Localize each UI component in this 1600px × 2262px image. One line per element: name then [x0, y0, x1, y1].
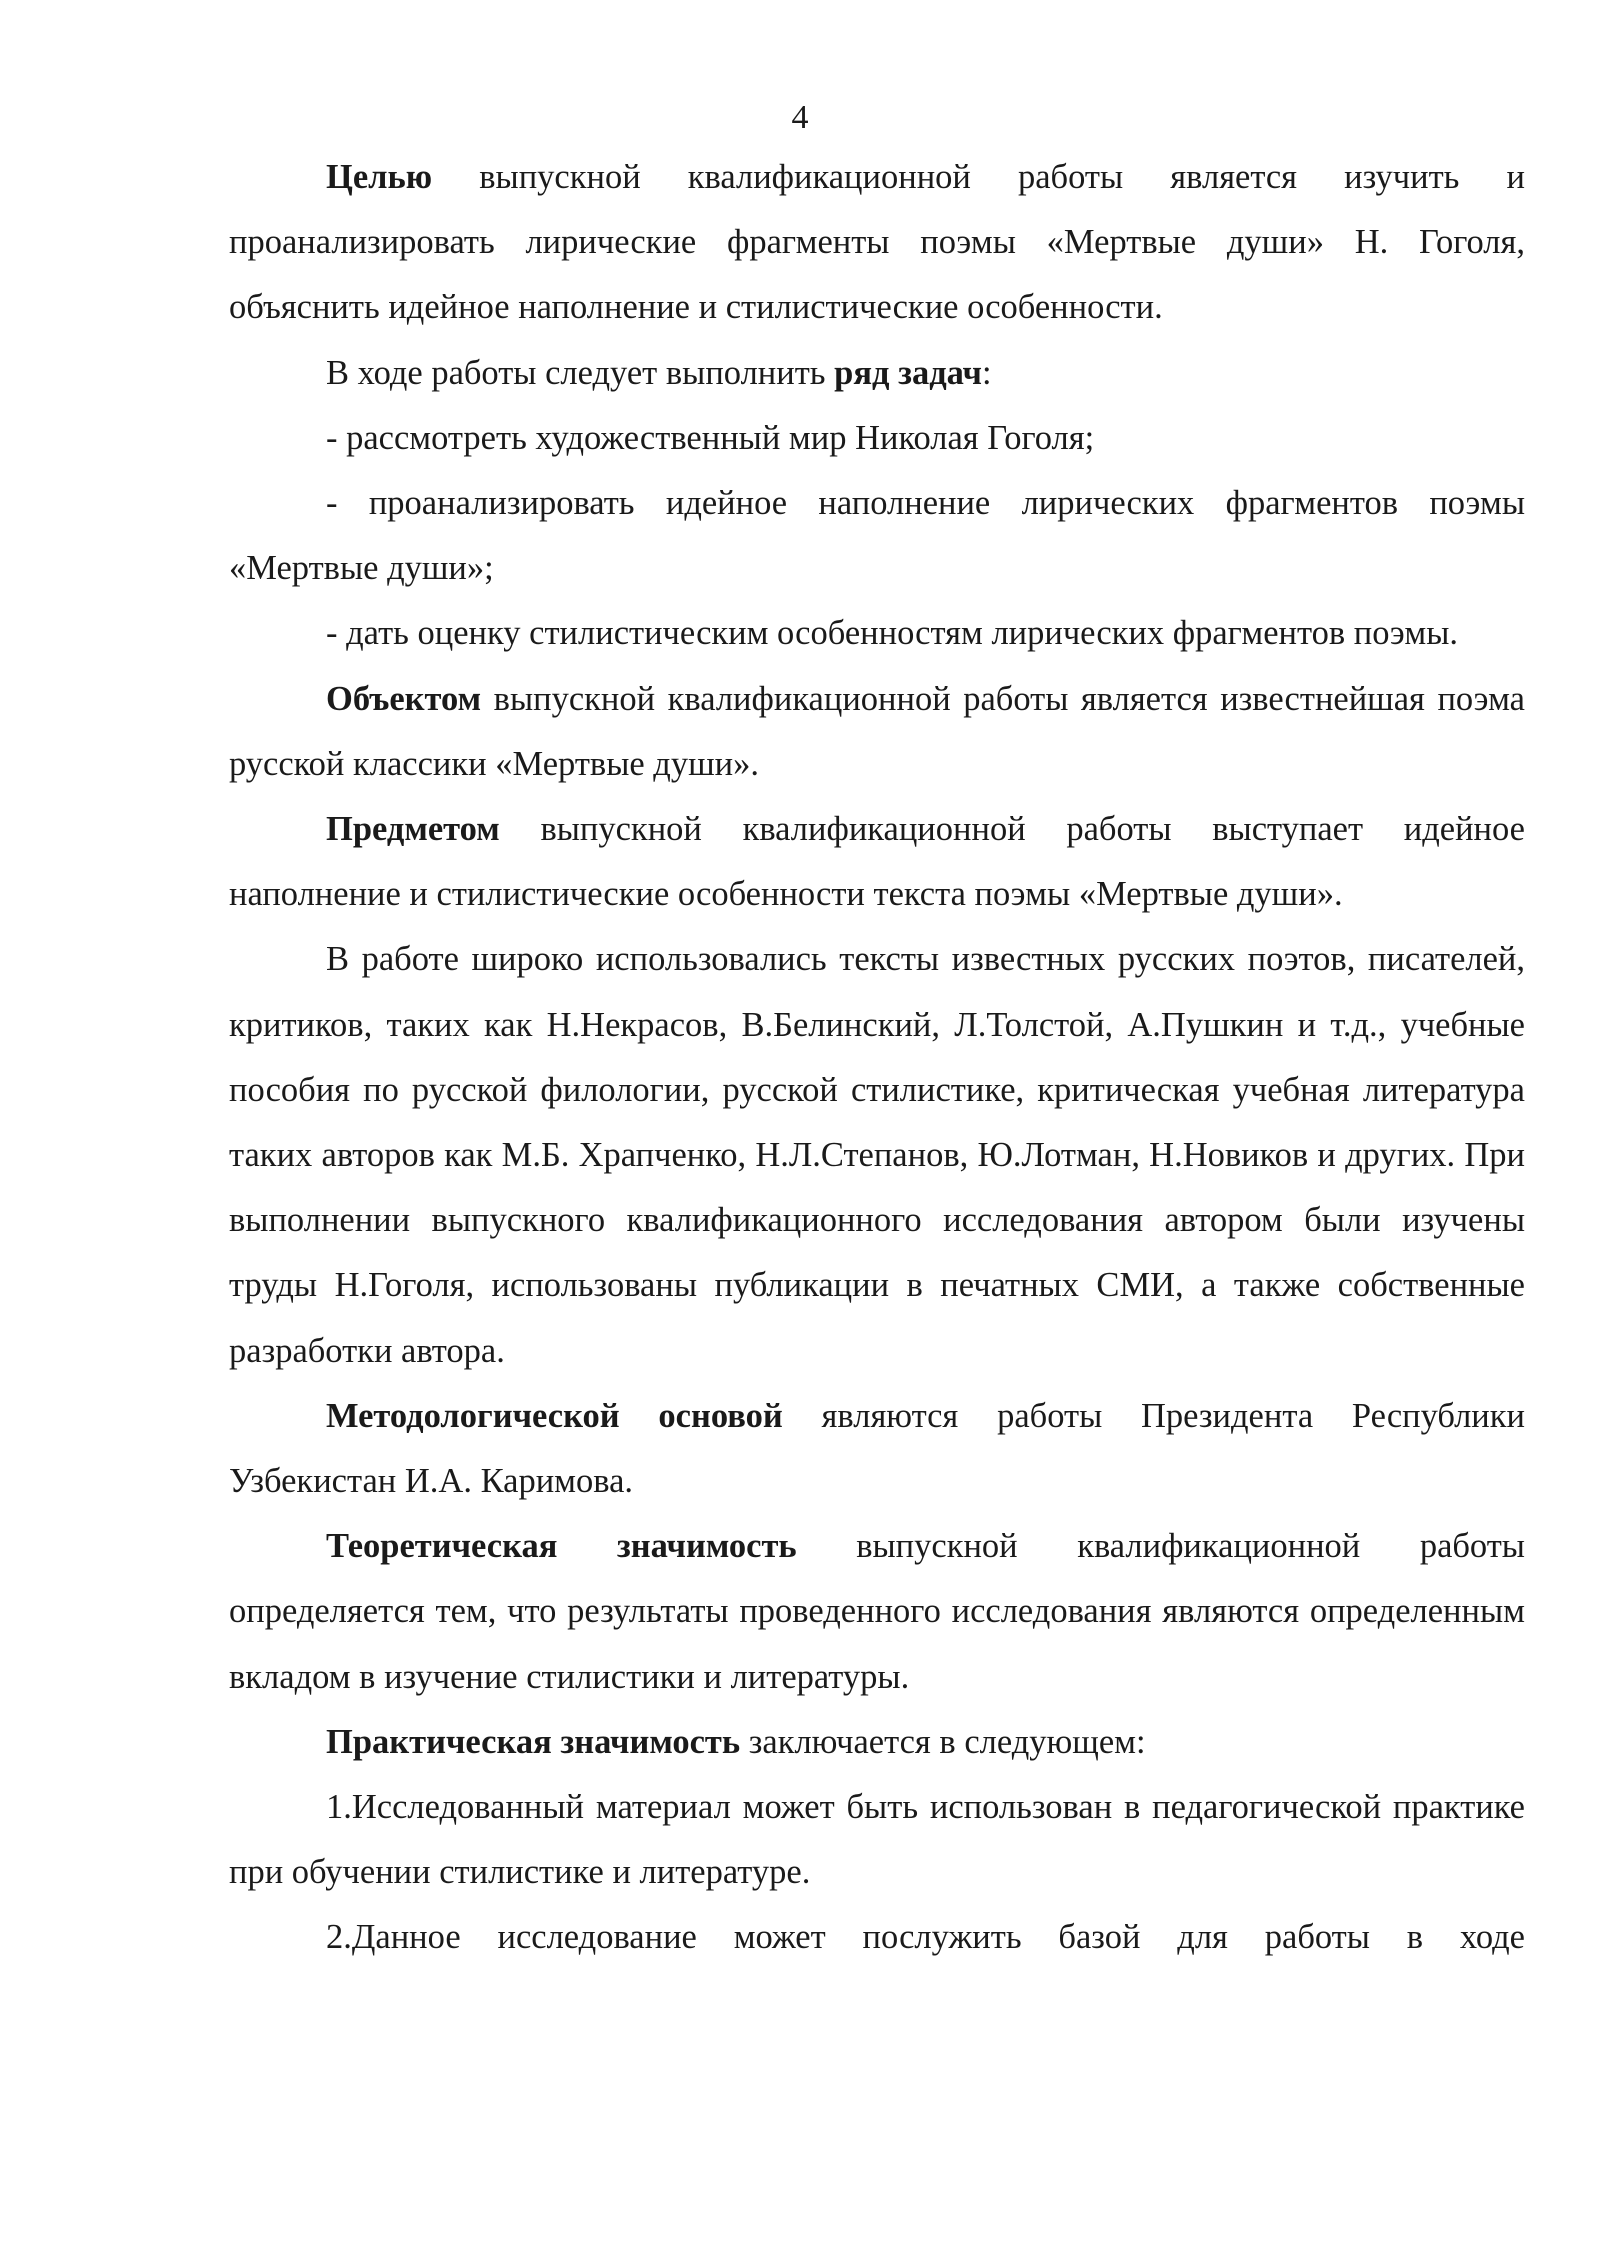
practical-item-1: 1.Исследованный материал может быть использован в педагогической практике при обучении стилистике и литературе.	[229, 1788, 1525, 1892]
paragraph-goal	[229, 145, 1525, 341]
paragraph-tasks-intro-bold: ряд задач	[834, 353, 982, 392]
paragraph-practical-significance	[229, 1710, 1525, 1775]
paragraph-tasks-intro-after: :	[982, 353, 992, 392]
paragraph-practical-bold-lead: Практическая значимость	[326, 1722, 741, 1761]
paragraph-subject-bold-lead: Предметом	[326, 810, 500, 849]
task-item-3: - дать оценку стилистическим особенностям лирических фрагментов поэмы.	[326, 614, 1459, 653]
paragraph-theoretical-bold-lead: Теоретическая значимость	[326, 1527, 797, 1566]
paragraph-methodology-text: являются работы Президента Республики Узбекистан И.А. Каримова.	[229, 1396, 1525, 1501]
paragraph-object-text: выпускной квалификационной работы является известнейшая поэма русской классики «Мертвые души».	[229, 679, 1525, 783]
paragraph-theoretical-significance	[229, 1514, 1525, 1710]
paragraph-methodology-bold-lead: Методологической основой	[326, 1396, 783, 1435]
task-item-1: - рассмотреть художественный мир Николая Гоголя;	[326, 418, 1095, 457]
paragraph-goal-bold-lead: Целью	[326, 158, 433, 196]
paragraph-subject	[229, 797, 1525, 927]
paragraph-object	[229, 667, 1525, 797]
paragraph-theoretical-text: выпускной квалификационной работы определяется тем, что результаты проведенного исследования являются определенным вкладом в изучение стилистики и литературы.	[229, 1527, 1525, 1696]
task-item-2: - проанализировать идейное наполнение лирических фрагментов поэмы «Мертвые души»;	[229, 484, 1525, 588]
paragraph-tasks-intro	[229, 341, 1525, 406]
page-body	[229, 145, 1525, 1971]
practical-item-2: 2.Данное исследование может послужить базой для работы в ходе	[326, 1918, 1525, 1957]
paragraph-object-bold-lead: Объектом	[326, 679, 482, 718]
paragraph-sources: В работе широко использовались тексты известных русских поэтов, писателей, критиков, таких как Н.Некрасов, В.Белинский, Л.Толстой, А.Пушкин и т.д., учебные пособия по русской филологии, русской стилистике, критическая учебная литература таких авторов как М.Б. Храпченко, Н.Л.Степанов, Ю.Лотман, Н.Новиков и других. При выполнении выпускного квалификационного исследования автором были изучены труды Н.Гоголя, использованы публикации в печатных СМИ, а также собственные разработки автора.	[229, 940, 1525, 1370]
paragraph-practical-text: заключается в следующем:	[740, 1722, 1146, 1761]
paragraph-goal-text: выпускной квалификационной работы является изучить и проанализировать лирические фрагменты поэмы «Мертвые души» Н. Гоголя, объяснить идейное наполнение и стилистические особенности.	[229, 158, 1525, 327]
paragraph-methodology	[229, 1384, 1525, 1514]
page-number: 4	[791, 99, 809, 136]
paragraph-tasks-intro-before: В ходе работы следует выполнить	[326, 353, 835, 392]
paragraph-subject-text: выпускной квалификационной работы выступает идейное наполнение и стилистические особенности текста поэмы «Мертвые души».	[229, 810, 1525, 914]
